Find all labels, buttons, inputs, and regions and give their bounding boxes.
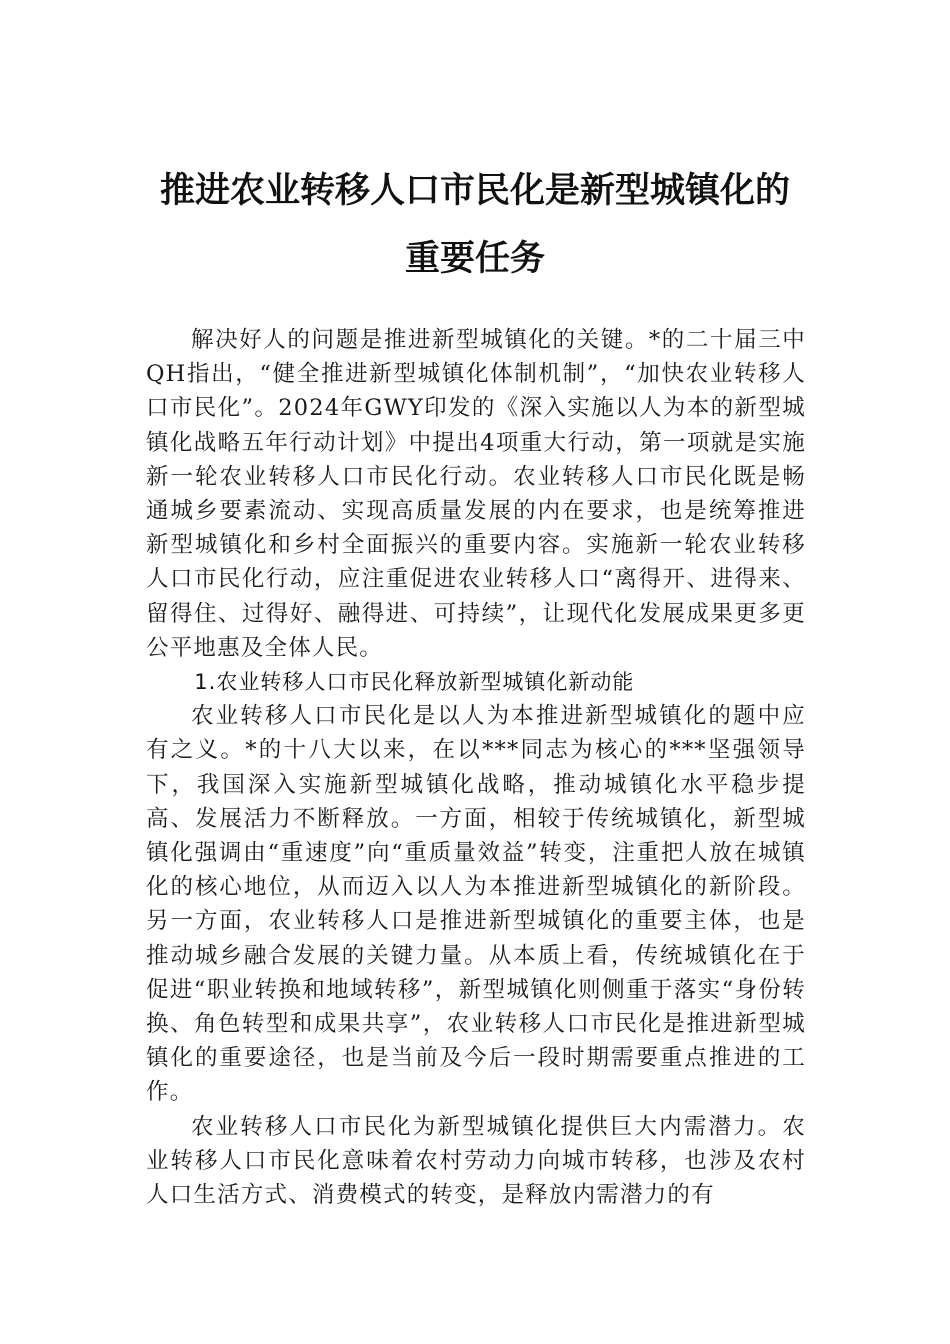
- document-body: [146, 323, 806, 1212]
- document-title-line-2: 重要任务: [404, 239, 545, 279]
- document-title-line-1: 推进农业转移人口市民化是新型城镇化的: [159, 171, 790, 211]
- section-heading-1: 1.农业转移人口市民化释放新型城镇化新动能: [194, 670, 635, 695]
- paragraph-intro: 解决好人的问题是推进新型城镇化的关键。*的二十届三中QH指出，“健全推进新型城镇化体制机制”，“加快农业转移人口市民化”。2024年GWY印发的《深入实施以人为本的新型城镇化战略五年行动计划》中提出4项重大行动，第一项就是实施新一轮农业转移人口市民化行动。农业转移人口市民化既是畅通城乡要素流动、实现高质量发展的内在要求，也是统筹推进新型城镇化和乡村全面振兴的重要内容。实施新一轮农业转移人口市民化行动，应注重促进农业转移人口“离得开、进得来、留得住、过得好、融得进、可持续”，让现代化发展成果更多更公平地惠及全体人民。: [146, 327, 806, 661]
- paragraph-section-1-cont: 农业转移人口市民化为新型城镇化提供巨大内需潜力。农业转移人口市民化意味着农村劳动力向城市转移，也涉及农村人口生活方式、消费模式的转变，是释放内需潜力的有: [146, 1113, 806, 1209]
- paragraph-section-1: 农业转移人口市民化是以人为本推进新型城镇化的题中应有之义。*的十八大以来，在以***同志为核心的***坚强领导下，我国深入实施新型城镇化战略，推动城镇化水平稳步提高、发展活力不断释放。一方面，相较于传统城镇化，新型城镇化强调由“重速度”向“重质量效益”转变，注重把人放在城镇化的核心地位，从而迈入以人为本推进新型城镇化的新阶段。另一方面，农业转移人口是推进新型城镇化的重要主体，也是推动城乡融合发展的关键力量。从本质上看，传统城镇化在于促进“职业转换和地域转移”，新型城镇化则侧重于落实“身份转换、角色转型和成果共享”，农业转移人口市民化是推进新型城镇化的重要途径，也是当前及今后一段时期需要重点推进的工作。: [146, 703, 806, 1106]
